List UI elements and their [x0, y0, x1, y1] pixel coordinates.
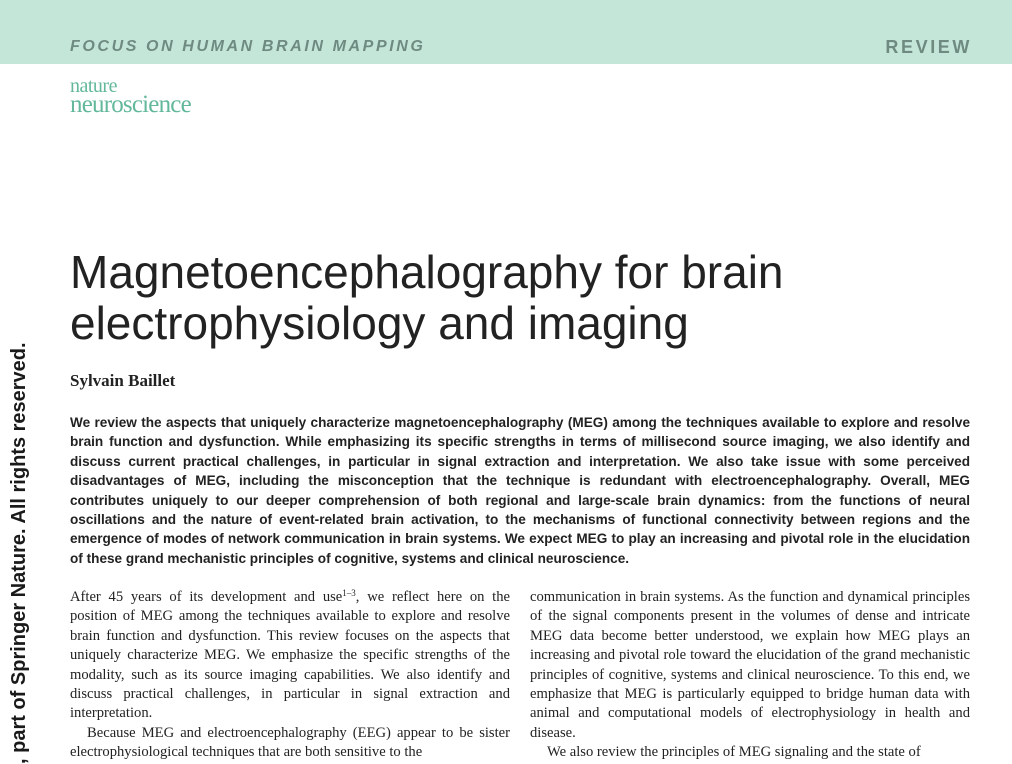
series-label: FOCUS ON HUMAN BRAIN MAPPING: [70, 38, 426, 55]
body-paragraph: We also review the principles of MEG signaling and the state of: [547, 744, 921, 761]
body-paragraph: Because MEG and electroencephalography (EEG) appear to be sister electrophysiological techniques that are both sensitive to the: [70, 724, 510, 761]
body-text: After 45 years of its development and use: [70, 589, 343, 605]
body-paragraph: [70, 588, 510, 724]
citation-ref: 1–3: [342, 588, 356, 598]
body-paragraph: communication in brain systems. As the function and dynamical principles of the signal components present in the volumes of dense and intricate MEG data become better understood, we explain how MEG plays an increasing and pivotal role toward the elucidation of the grand mechanistic principles of cognitive, systems and clinical neuroscience. To this end, we emphasize that MEG is particularly equipped to bridge human data with animal and computational models of electrophysiology in health and disease.: [530, 589, 970, 741]
article-title: [70, 247, 970, 349]
journal-logo-line1: nature: [70, 75, 117, 97]
copyright-notice: , part of Springer Nature. All rights reserved.: [8, 342, 30, 764]
body-column-left: [70, 588, 510, 763]
abstract: We review the aspects that uniquely characterize magnetoencephalography (MEG) among the techniques available to explore and resolve brain function and dysfunction. While emphasizing its specific strengths in terms of millisecond source imaging, we also identify and discuss current practical challenges, in particular in signal extraction and interpretation. We also take issue with some perceived disadvantages of MEG, including the misconception that the technique is redundant with electroencephalography. Overall, MEG contributes uniquely to our deeper comprehension of both regional and large-scale brain dynamics: from the functions of neural oscillations and the nature of event-related brain activation, to the mechanisms of functional connectivity between regions and the emergence of modes of network communication in brain systems. We expect MEG to play an increasing and pivotal role in the elucidation of these grand mechanistic principles of cognitive, systems and clinical neuroscience.: [70, 415, 970, 566]
body-column-right: [530, 588, 970, 763]
author-name: Sylvain Baillet: [70, 371, 176, 390]
body-text: , we reflect here on the position of MEG among the techniques available to explore and resolve brain function and dysfunction. This review focuses on the aspects that uniquely characterize MEG. We emphasize the specific strengths of the modality, such as its source imaging capabilities. We also identify and discuss practical challenges, in particular in signal extraction and interpretation.: [70, 589, 511, 722]
journal-logo-line2: neuroscience: [70, 91, 191, 118]
journal-logo: [70, 76, 191, 117]
title-line-1: Magnetoencephalography for brain: [70, 246, 784, 298]
article-type-label: REVIEW: [885, 37, 972, 57]
title-line-2: electrophysiology and imaging: [70, 297, 689, 349]
